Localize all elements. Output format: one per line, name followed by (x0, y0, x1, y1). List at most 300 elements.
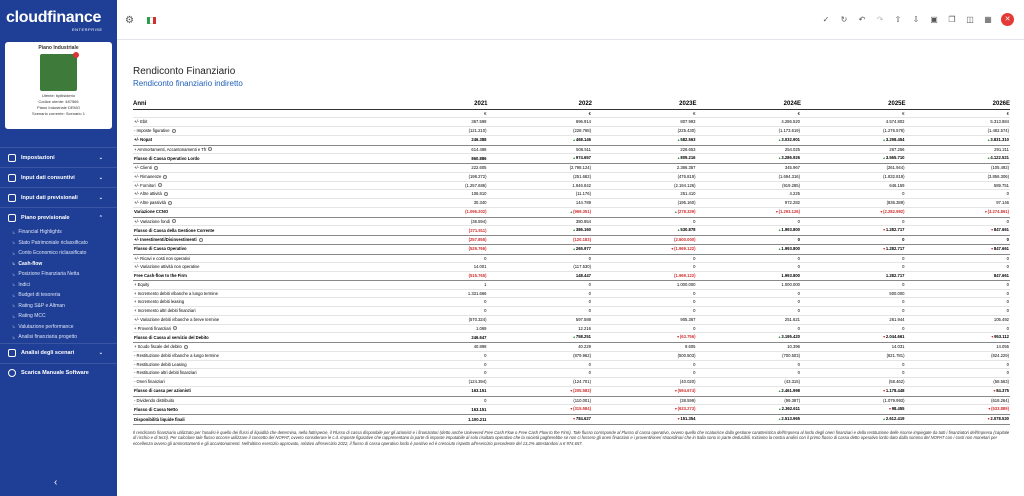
column-header: 2021 (383, 99, 488, 109)
table-cell: 222.605 (383, 164, 488, 173)
table-cell: (1.079.993) (801, 396, 906, 405)
help-icon (8, 369, 16, 377)
table-cell: (1.173.619) (697, 127, 802, 136)
table-cell: 807.993 (592, 118, 697, 127)
table-cell: 0 (592, 254, 697, 263)
table-cell: (251.682) (488, 172, 593, 181)
table-cell: 0 (697, 263, 802, 272)
table-cell: 0 (592, 263, 697, 272)
table-cell: (824.229) (906, 351, 1011, 360)
scenario-icon (8, 349, 16, 357)
table-cell: 40.898 (383, 343, 488, 352)
nav-sub-item[interactable]: ↳ Financial Highlights (0, 227, 117, 238)
table-row (133, 307, 1010, 316)
table-row (133, 289, 1010, 298)
report-title: Rendiconto Finanziario (133, 66, 236, 77)
table-row (133, 118, 1010, 127)
column-header: 2025E (801, 99, 906, 109)
nav-sub-item-active[interactable]: ↳ Cash-flow (0, 259, 117, 270)
sidebar (0, 0, 117, 496)
table-cell: 0 (383, 298, 488, 307)
row-label: +/- Variazione attività non operative (133, 263, 383, 272)
plan-card (5, 42, 112, 129)
collapse-sidebar-icon[interactable]: ‹ (54, 477, 58, 488)
row-label: - Dividendo distribuito (133, 396, 383, 405)
row-label: - Restituzione altri debiti finanziari (133, 369, 383, 378)
table-cell: 696.914 (488, 118, 593, 127)
info-icon[interactable] (154, 166, 158, 170)
table-cell: 1 (383, 280, 488, 289)
table-cell: (476.819) (592, 172, 697, 181)
table-cell: 380.854 (488, 217, 593, 226)
upload-icon[interactable]: ⇧ (894, 15, 902, 24)
table-cell: 1.946.842 (488, 181, 593, 190)
table-row (133, 164, 1010, 173)
table-row (133, 280, 1010, 289)
table-cell: 1.000.000 (697, 280, 802, 289)
table-cell: 1.069 (383, 324, 488, 333)
table-cell: (99.387) (697, 396, 802, 405)
table-row (133, 190, 1010, 199)
nav-impostazioni[interactable]: Impostazioni ⌄ (0, 147, 117, 167)
edit-icon (8, 174, 16, 182)
nav-sub-item[interactable]: ↳ Stato Patrimoniale riclassificato (0, 238, 117, 249)
table-cell: 0 (488, 298, 593, 307)
table-cell: ▼(594.674) (592, 386, 697, 396)
column-header: Anni (133, 99, 383, 109)
table-cell: 226.653 (592, 145, 697, 154)
table-cell: (570.324) (383, 315, 488, 324)
table-cell: ▼1.282.717 (801, 226, 906, 236)
table-cell: (228.768) (488, 127, 593, 136)
table-cell: ▲809.216 (592, 154, 697, 164)
settings-icon (8, 154, 16, 162)
table-cell: ▼(3.274.861) (906, 207, 1011, 217)
table-cell: (2.500.000) (592, 236, 697, 245)
table-cell: ▼953.112 (906, 333, 1011, 343)
table-cell: (58.462) (801, 378, 906, 387)
table-cell: ▼(1.969.122) (592, 244, 697, 254)
row-label: + Ammortamenti, Accantonamenti e Tfr (133, 145, 383, 154)
table-cell: 267.256 (801, 145, 906, 154)
table-cell: 972.282 (697, 199, 802, 208)
chart-icon (8, 214, 16, 222)
table-cell: ▲4.122.521 (906, 154, 1011, 164)
table-cell: 0 (592, 307, 697, 316)
table-cell: 0 (906, 289, 1011, 298)
row-label: Flusso di Cassa Operativo (133, 244, 383, 254)
nav-scarica-manuale[interactable]: Scarica Manuale Software (0, 363, 117, 383)
logo[interactable] (0, 0, 117, 36)
info-icon[interactable] (208, 147, 212, 151)
table-cell: ▲3.286.926 (697, 154, 802, 164)
report-note: Il rendiconto finanziario utilizzato per l'analisi è quello dei flussi di liquidità che determina, nella fattispecie, il Flusso di cassa disponibile per gli azionisti e i finanziatori (detto anche Unlevered Free Cash Flow o Free Cash Flow to the Firm). Tale flusso corrisponde al Flusso di cassa operativo, ovvero quello che scaturisce dalla gestione caratteristica dell'impresa al lordo degli oneri finanziari e della restituzione delle risorse impiegate da tutti i finanziatori dell'impresa (capitale di rischio e di terzi). Per calcolare tale flusso occorre utilizzare il concetto del NOPAT, ovvero considerare le c.d. imposte figurative che rappresentano la parte di imposte imputabile al solo risultato operativo che la società pagherebbe se non ci fossero gli oneri finanziari e i proventi/oneri straordinari che in Italia sono in parte deducibili. Iniziamo la nostra analisi con il primo flusso di cassa detto operativo lordo dato dalla somma del NOPAT con i costi non monetari per eccellenza ovvero gli ammortamenti e gli accantonamenti. Nell'ultimo esercizio approvato, relativo all'esercizio 2022, il flusso di cassa operativo lordo è positivo ed è cresciuto rispetto all'esercizio precedente del 13,2% attestandosi a € 974.657. (133, 429, 1010, 446)
report (133, 66, 1010, 447)
table-cell: 0 (383, 360, 488, 369)
row-label: + Incremento debiti leasing (133, 298, 383, 307)
table-cell: 144.789 (488, 199, 593, 208)
undo-icon[interactable]: ↶ (858, 15, 866, 24)
info-icon[interactable] (173, 326, 177, 330)
table-cell: 9.605 (592, 343, 697, 352)
panel-icon[interactable]: ◫ (966, 15, 974, 24)
table-cell: 0 (697, 307, 802, 316)
table-row (133, 254, 1010, 263)
table-cell: 500.000 (801, 289, 906, 298)
italy-flag-icon[interactable] (147, 17, 156, 24)
table-row (133, 154, 1010, 164)
table-cell: 0 (801, 298, 906, 307)
table-cell: 0 (697, 360, 802, 369)
table-cell: (38.599) (592, 396, 697, 405)
table-cell: 163.151 (383, 386, 488, 396)
table-row (133, 145, 1010, 154)
table-cell: (261.944) (801, 164, 906, 173)
row-label (133, 109, 383, 118)
table-cell: ▲265.977 (488, 244, 593, 254)
table-cell: 0 (488, 360, 593, 369)
info-icon[interactable] (184, 345, 188, 349)
table-cell: 0 (592, 360, 697, 369)
table-cell: (500.503) (592, 351, 697, 360)
plan-name: Piano Industriale DEMO (37, 105, 80, 110)
table-cell: ▲3.831.310 (906, 135, 1011, 145)
table-cell: 97.146 (906, 199, 1011, 208)
table-cell: (1.257.686) (383, 181, 488, 190)
nav-sub-item[interactable]: ↳ Valutazione performance (0, 322, 117, 333)
table-cell: 0 (488, 280, 593, 289)
table-row (133, 360, 1010, 369)
row-label: - Oneri finanziari (133, 378, 383, 387)
table-cell: 597.588 (488, 315, 593, 324)
table-cell: (2.194.126) (592, 181, 697, 190)
table-cell: 0 (801, 307, 906, 316)
row-label: Flusso di Cassa della Gestione Corrente (133, 226, 383, 236)
table-cell: 905.367 (592, 315, 697, 324)
table-row (133, 244, 1010, 254)
table-cell: ▼784.627 (488, 415, 593, 425)
table-cell: 0 (697, 298, 802, 307)
table-cell: (821.781) (801, 351, 906, 360)
row-label: + Equity (133, 280, 383, 289)
plan-image (40, 54, 77, 91)
table-cell: 589.751 (906, 181, 1011, 190)
table-cell: 251.410 (592, 190, 697, 199)
row-label: + Scudo fiscale del debito (133, 343, 383, 352)
table-cell: (3.856.306) (906, 172, 1011, 181)
table-cell: 0 (906, 298, 1011, 307)
table-row (133, 199, 1010, 208)
table-cell: 0 (801, 217, 906, 226)
table-cell: 14.001 (383, 263, 488, 272)
info-icon[interactable] (172, 129, 176, 133)
table-row (133, 351, 1010, 360)
table-cell: € (383, 109, 488, 118)
table-cell: ▲2.362.611 (697, 405, 802, 415)
table-cell: 0 (801, 263, 906, 272)
table-cell: (120.183) (488, 236, 593, 245)
info-icon[interactable] (158, 183, 162, 187)
nav-input-consuntivi[interactable]: Input dati consuntivi ⌄ (0, 167, 117, 187)
table-cell: (43.315) (697, 378, 802, 387)
table-cell: 0 (801, 254, 906, 263)
table-cell: 0 (801, 236, 906, 245)
table-cell: ▼(633.273) (592, 405, 697, 415)
table-cell: 0 (801, 190, 906, 199)
nav-sub-item[interactable]: ↳ Rating S&P e Altman (0, 301, 117, 312)
row-label: Flusso di Cassa Netto (133, 405, 383, 415)
table-cell: ▲3.298.454 (801, 135, 906, 145)
table-cell: 4.574.802 (801, 118, 906, 127)
edit-icon (8, 194, 16, 202)
table-cell: 4.225 (697, 190, 802, 199)
row-label: Flusso di cassa per azionisti (133, 386, 383, 396)
table-cell: (225.430) (592, 127, 697, 136)
row-label: Flusso di Cassa al servizio del Debito (133, 333, 383, 343)
table-cell: ▼(1.293.126) (697, 207, 802, 217)
row-label: Variazione CCNO (133, 207, 383, 217)
table-cell: € (488, 109, 593, 118)
table-cell: 30.340 (383, 199, 488, 208)
scenario-label: Scenario corrente: Scenario 1 (32, 111, 85, 116)
chevron-down-icon: ⌄ (98, 174, 103, 181)
info-icon[interactable] (172, 219, 176, 223)
table-cell: 0 (906, 190, 1011, 199)
brand-tag: ENTERPRISE (72, 27, 103, 32)
table-cell: (919.285) (697, 181, 802, 190)
grid-icon[interactable]: ▦ (984, 15, 992, 24)
content (117, 40, 1024, 496)
table-row (133, 181, 1010, 190)
report-subtitle: Rendiconto finanziario indiretto (133, 79, 243, 88)
table-cell: (271.911) (383, 226, 488, 236)
table-cell: ▼1.282.717 (801, 244, 906, 254)
table-cell: 0 (383, 307, 488, 316)
table-cell: ▲468.146 (488, 135, 593, 145)
nav-sub-item[interactable]: ↳ Budget di tesoreria (0, 290, 117, 301)
row-label: +/- Nopat (133, 135, 383, 145)
table-cell: 291.211 (906, 145, 1011, 154)
table-cell: (121.210) (383, 127, 488, 136)
row-label: Disponibilità liquide finali (133, 415, 383, 425)
table-row (133, 298, 1010, 307)
column-header: 2024E (697, 99, 802, 109)
table-row (133, 396, 1010, 405)
table-cell: (198.272) (383, 172, 488, 181)
table-cell: 0 (383, 351, 488, 360)
row-label: + Proventi finanziari (133, 324, 383, 333)
table-cell: ▼847.661 (906, 226, 1011, 236)
nav-sub-item[interactable]: ↳ Indici (0, 280, 117, 291)
table-cell: ▲2.461.998 (697, 386, 802, 396)
table-cell: (36.594) (383, 217, 488, 226)
table-cell: (257.855) (383, 236, 488, 245)
table-cell: 254.025 (697, 145, 802, 154)
table-row (133, 272, 1010, 281)
row-label: +/- Ebit (133, 118, 383, 127)
table-cell: 0 (488, 307, 593, 316)
nav-piano-previsionale[interactable]: Piano previsionale ⌃ (0, 207, 117, 227)
refresh-icon[interactable]: ↻ (840, 15, 848, 24)
row-label: - Restituzione debiti Leasing (133, 360, 383, 369)
table-cell: 0 (906, 324, 1011, 333)
row-label: +/- Clienti (133, 164, 383, 173)
table-cell: ▲974.657 (488, 154, 593, 164)
table-cell: 163.151 (383, 405, 488, 415)
table-cell: 0 (906, 236, 1011, 245)
table-cell: ▼84.375 (906, 386, 1011, 396)
redo-icon[interactable]: ↷ (876, 15, 884, 24)
table-cell: ▲530.878 (592, 226, 697, 236)
table-row (133, 324, 1010, 333)
table-cell: (58.563) (906, 378, 1011, 387)
table-row (133, 109, 1010, 118)
table-cell: ▼151.354 (592, 415, 697, 425)
row-label: +/- Variazione debiti v/banche a breve termine (133, 315, 383, 324)
table-cell: 0 (697, 217, 802, 226)
table-cell: 5.313.884 (906, 118, 1011, 127)
table-cell: 0 (488, 369, 593, 378)
info-icon[interactable] (168, 201, 172, 205)
table-cell: (2.798.124) (488, 164, 593, 173)
table-cell: 506.511 (488, 145, 593, 154)
table-cell: 0 (906, 254, 1011, 263)
table-cell: 0 (592, 324, 697, 333)
table-cell: 1.282.717 (801, 272, 906, 281)
table-cell: ▲386.160 (488, 226, 593, 236)
table-row (133, 315, 1010, 324)
table-cell: 0 (592, 369, 697, 378)
row-label: + Incremento altri debiti finanziari (133, 307, 383, 316)
table-cell: ▲2.612.419 (801, 415, 906, 425)
table-cell: ▲3.195.420 (697, 333, 802, 343)
table-cell: 40.229 (488, 343, 593, 352)
table-cell: 1.000.000 (592, 280, 697, 289)
row-label: Free Cash-flow to the Firm (133, 272, 383, 281)
table-cell: 0 (906, 280, 1011, 289)
table-cell: 646.159 (801, 181, 906, 190)
table-cell: 0 (906, 263, 1011, 272)
cashflow-table (133, 99, 1010, 425)
table-cell: 0 (801, 360, 906, 369)
table-cell: ▼2.078.530 (906, 415, 1011, 425)
table-cell: 0 (697, 289, 802, 298)
toolbar (821, 13, 1014, 26)
table-cell: (618.264) (906, 396, 1011, 405)
table-row (133, 405, 1010, 415)
table-cell: 1.100.211 (383, 415, 488, 425)
close-icon[interactable]: ✕ (1001, 13, 1014, 26)
table-cell: (11.176) (488, 190, 593, 199)
table-row (133, 378, 1010, 387)
table-cell: (515.765) (383, 272, 488, 281)
table-cell: ▲2.513.965 (697, 415, 802, 425)
row-label: +/- Investimenti/Disinvestimenti (133, 236, 383, 245)
table-cell: ▼847.661 (906, 244, 1011, 254)
nav (0, 147, 117, 383)
table-cell: ▼(533.889) (906, 405, 1011, 415)
table-row (133, 127, 1010, 136)
table-cell: 1.331.666 (383, 289, 488, 298)
table-cell: ▼2.044.661 (801, 333, 906, 343)
nav-sub-item[interactable]: ↳ Analisi finanziaria progetto (0, 332, 117, 343)
copy-icon[interactable]: ❐ (948, 15, 956, 24)
row-label: - Imposte figurative (133, 127, 383, 136)
row-label: +/- Altre passività (133, 199, 383, 208)
table-cell: (40.020) (592, 378, 697, 387)
nav-analisi-scenari[interactable]: Analisi degli scenari ⌄ (0, 343, 117, 363)
table-cell: 0 (906, 369, 1011, 378)
table-row (133, 263, 1010, 272)
table-cell: 246.388 (383, 135, 488, 145)
save-icon[interactable]: ▣ (930, 15, 938, 24)
table-row (133, 217, 1010, 226)
table-cell: (124.701) (488, 378, 593, 387)
brand-name: cloudfinance (6, 9, 102, 26)
column-header: 2022 (488, 99, 593, 109)
table-cell: 14.031 (801, 343, 906, 352)
table-cell: (117.530) (488, 263, 593, 272)
row-label: Flusso di Cassa Operativo Lordo (133, 154, 383, 164)
user-label: Utente: bpitisiderio (41, 93, 76, 98)
table-cell: 105.492 (906, 315, 1011, 324)
row-label: +/- Variazione fondi (133, 217, 383, 226)
table-cell: 0 (383, 369, 488, 378)
table-cell: 251.621 (697, 315, 802, 324)
row-label: + Incremento debiti v/banche a lungo termine (133, 289, 383, 298)
table-cell: € (801, 109, 906, 118)
table-cell: (1.832.819) (801, 172, 906, 181)
user-code: Codice utente: 487566 (38, 99, 79, 104)
info-icon[interactable] (164, 192, 168, 196)
nav-sub-item[interactable]: ↳ Conto Economico riclassificato (0, 248, 117, 259)
download-icon[interactable]: ⇩ (912, 15, 920, 24)
table-row (133, 135, 1010, 145)
nav-sub-item[interactable]: ↳ Posizione Finanziaria Netta (0, 269, 117, 280)
nav-input-previsionali[interactable]: Input dati previsionali ⌄ (0, 187, 117, 207)
table-cell: 860.886 (383, 154, 488, 164)
table-cell: 0 (697, 324, 802, 333)
plan-card-title: Piano Industriale (38, 45, 79, 51)
table-row (133, 172, 1010, 181)
row-label: +/- Rimanenze (133, 172, 383, 181)
table-cell: (529.766) (383, 244, 488, 254)
gear-icon[interactable]: ⚙ (125, 15, 134, 26)
table-cell: 12.216 (488, 324, 593, 333)
table-cell: 246.647 (383, 333, 488, 343)
table-row (133, 333, 1010, 343)
nav-sub-item[interactable]: ↳ Rating MCC (0, 311, 117, 322)
table-cell: 614.498 (383, 145, 488, 154)
table-cell: 0 (801, 280, 906, 289)
table-row (133, 343, 1010, 352)
table-cell: (1.969.122) (592, 272, 697, 281)
table-cell: (1.096.202) (383, 207, 488, 217)
check-icon[interactable]: ✓ (822, 15, 830, 24)
table-cell: 0 (383, 396, 488, 405)
table-cell: ▼(2.282.992) (801, 207, 906, 217)
table-cell: (1.694.316) (697, 172, 802, 181)
table-cell: 14.055 (906, 343, 1011, 352)
table-cell: € (906, 109, 1011, 118)
table-cell: ▲582.563 (592, 135, 697, 145)
topbar (117, 0, 1024, 40)
info-icon[interactable] (163, 175, 167, 179)
table-cell: 0 (383, 254, 488, 263)
table-cell: (124.394) (383, 378, 488, 387)
info-icon[interactable] (199, 238, 203, 242)
row-label: +/- Fornitori (133, 181, 383, 190)
